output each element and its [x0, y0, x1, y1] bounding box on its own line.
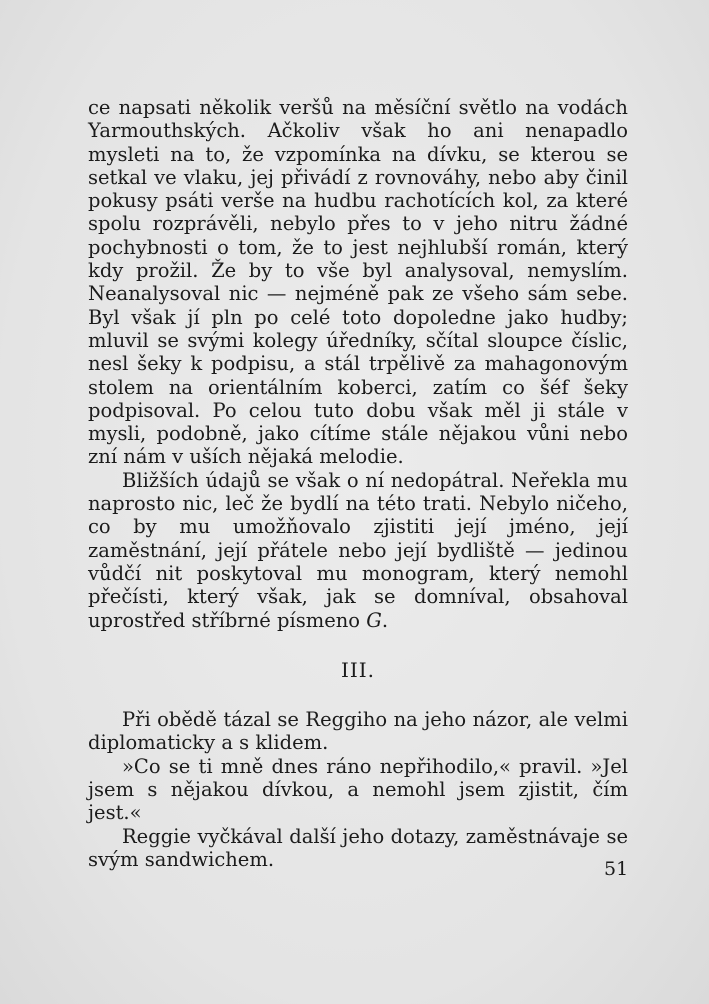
paragraph: »Co se ti mně dnes ráno nepřihodilo,« pravil. »Jel jsem s nějakou dívkou, a nemohl jsem zjistit, čím jest.« — [88, 754, 628, 825]
page-number: 51 — [604, 858, 629, 880]
italic-letter: G — [366, 608, 382, 632]
paragraph: Při obědě tázal se Reggiho na jeho názor, ale velmi diplomaticky a s klidem. — [88, 708, 628, 755]
chapter-heading: III. — [340, 657, 376, 682]
page-text — [88, 96, 628, 871]
paragraph: Reggie vyčkával další jeho dotazy, zaměstnávaje se svým sandwichem. — [88, 824, 628, 871]
paragraph — [88, 469, 628, 632]
paragraph-continued: ce napsati několik veršů na měsíční světlo na vodách Yarmouthských. Ačkoliv však ho ani nenapadlo mysleti na to, že vzpomínka na dívku, se kterou se setkal ve vlaku, jej přivádí z rovnováhy, nebo aby činil pokusy psáti verše na hudbu rachotících kol, za které spolu rozprávěli, nebylo přes to v jeho nitru žádné pochybnosti o tom, že to jest nejhlubší román, který kdy prožil. Že by to vše byl analysoval, nemyslím. Neanalysoval nic — nejméně pak ze všeho sám sebe. Byl však jí pln po celé toto dopoledne jako hudby; mluvil se svými kolegy úředníky, sčítal sloupce číslic, nesl šeky k podpisu, a stál trpělivě za mahagonovým stolem na orientálním koberci, zatím co šéf šeky podpisoval. Po celou tuto dobu však měl ji stále v mysli, podobně, jako cítíme stále nějakou vůni nebo zní nám v uších nějaká melodie. — [88, 96, 628, 469]
paragraph-text: Bližších údajů se však o ní nedopátral. Neřekla mu naprosto nic, leč že bydlí na této trati. Nebylo ničeho, co by mu umožňovalo zjistiti její jméno, její zaměstnání, její přátele nebo její bydliště — jedinou vůdčí nit poskytoval mu monogram, který nemohl přečísti, který však, jak se domníval, obsahoval uprostřed stříbrné písmeno — [88, 468, 628, 632]
paragraph-tail: . — [381, 608, 389, 632]
